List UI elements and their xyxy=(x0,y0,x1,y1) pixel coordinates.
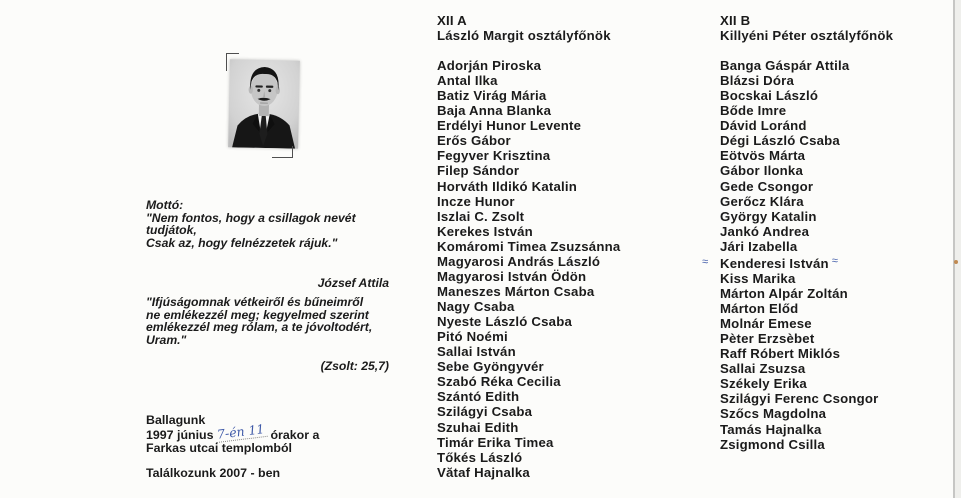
student-name: Raff Róbert Miklós xyxy=(720,346,841,362)
student-name: Antal Ilka xyxy=(437,73,498,89)
student-name: Szuhai Edith xyxy=(437,419,519,435)
student-name: Szilágyi Ferenc Csongor xyxy=(720,391,879,407)
motto-block xyxy=(146,199,389,249)
student-name: Komáromi Timea Zsuzsánna xyxy=(437,238,621,254)
class-a-column xyxy=(437,13,620,480)
event-line-location: Farkas utcai templomból xyxy=(146,441,292,456)
student-name: Iszlai C. Zsolt xyxy=(437,208,525,224)
student-name: Szőcs Magdolna xyxy=(720,406,827,422)
student-name: Kerekes István xyxy=(437,223,533,239)
student-name: Gede Csongor xyxy=(720,178,814,194)
psalm-line: Uram." xyxy=(146,333,187,348)
student-name: Molnár Emese xyxy=(720,316,812,332)
student-name: György Katalin xyxy=(720,208,817,224)
motto-label: Mottó: xyxy=(146,198,184,212)
class-a-title: XII A xyxy=(437,13,467,28)
student-name: Nyeste László Csaba xyxy=(437,314,572,330)
motto-line: Csak az, hogy felnézzetek rájuk." xyxy=(146,235,338,250)
student-name: Maneszes Márton Csaba xyxy=(437,283,595,299)
student-name: Adorján Piroska xyxy=(437,58,542,73)
portrait-photo-image xyxy=(228,59,300,148)
student-name: Fegyver Krisztina xyxy=(437,148,551,164)
photo-corner-mark-bottom-right xyxy=(272,146,293,158)
class-b-teacher: Killyéni Péter osztályfőnök xyxy=(720,28,894,43)
student-name: Szabó Réka Cecilia xyxy=(437,374,561,390)
student-name: Dávid Loránd xyxy=(720,118,807,134)
event-date-prefix: 1997 június xyxy=(146,427,214,442)
student-name: Erős Gábor xyxy=(437,133,511,149)
student-name: Magyarosi István Ödön xyxy=(437,268,587,284)
motto-author: József Attila xyxy=(317,276,389,290)
event-date-suffix: órakor a xyxy=(267,427,320,442)
student-name: Sebe Gyöngyvér xyxy=(437,359,544,375)
student-name: Banga Gáspár Attila xyxy=(720,58,850,73)
psalm-quote-block xyxy=(146,296,396,347)
class-a-student-list xyxy=(437,58,620,480)
student-name: Székely Erika xyxy=(720,376,807,392)
student-name: Bőde Imre xyxy=(720,103,787,119)
psalm-reference: (Zsolt: 25,7) xyxy=(320,359,389,373)
student-name: Incze Hunor xyxy=(437,193,515,209)
student-name: Bocskai László xyxy=(720,88,819,104)
student-name: Magyarosi András László xyxy=(437,253,601,269)
handwritten-squiggle-icon: ≈ xyxy=(831,254,838,267)
scan-margin xyxy=(955,0,961,498)
student-name: Márton Alpár Zoltán xyxy=(720,285,848,301)
student-name: Vătaf Hajnalka xyxy=(437,464,530,480)
event-line-ballagunk: Ballagunk xyxy=(146,413,206,427)
student-name: Szilágyi Csaba xyxy=(437,404,533,420)
psalm-line: "Ifjúságomnak vétkeiről és bűneimről xyxy=(146,295,364,309)
psalm-line: emlékezzél meg rólam, a te jóvoltodért, xyxy=(146,320,373,335)
student-name: Zsigmond Csilla xyxy=(720,436,825,452)
student-name: Filep Sándor xyxy=(437,163,520,179)
student-name xyxy=(702,254,893,271)
student-name-text: Kenderesi István xyxy=(720,255,829,271)
student-name: Timár Erika Timea xyxy=(437,434,554,450)
student-name: Tőkés László xyxy=(437,449,523,465)
student-name: Jári Izabella xyxy=(720,238,798,254)
student-name: Gerőcz Klára xyxy=(720,193,804,209)
student-name: Erdélyi Hunor Levente xyxy=(437,118,582,134)
student-name: Szántó Edith xyxy=(437,389,520,405)
event-info-block xyxy=(146,414,416,456)
handwritten-time: 7-én 11 xyxy=(214,422,267,443)
student-name: Horváth Ildikó Katalin xyxy=(437,178,577,194)
reunion-line: Találkozunk 2007 - ben xyxy=(146,466,281,480)
class-b-column xyxy=(702,13,894,452)
student-name: Kiss Marika xyxy=(720,270,796,286)
page-edge-line xyxy=(953,0,955,498)
handwritten-squiggle-icon: ≈ xyxy=(702,255,709,268)
portrait-photo-area xyxy=(226,53,304,159)
student-name: Márton Előd xyxy=(720,301,799,316)
psalm-line: ne emlékezzél meg; kegyelmed szerint xyxy=(146,307,369,322)
class-a-teacher: László Margit osztályfőnök xyxy=(437,28,611,43)
student-name: Eötvös Márta xyxy=(720,148,806,164)
student-name: Sallai Zsuzsa xyxy=(720,361,806,377)
student-name: Tamás Hajnalka xyxy=(720,421,822,437)
student-name: Pitó Noémi xyxy=(437,329,508,345)
student-name: Nagy Csaba xyxy=(437,299,515,314)
student-name: Sallai István xyxy=(437,344,516,360)
student-name: Dégi László Csaba xyxy=(720,133,840,149)
class-b-student-list xyxy=(702,58,893,452)
class-b-title: XII B xyxy=(720,13,751,28)
motto-line: "Nem fontos, hogy a csillagok nevét xyxy=(146,210,356,225)
student-name: Batiz Virág Mária xyxy=(437,88,547,104)
student-name: Baja Anna Blanka xyxy=(437,103,552,119)
student-name: Pèter Erzsèbet xyxy=(720,331,815,347)
student-name: Gábor Ilonka xyxy=(720,163,804,179)
motto-line: tudjátok, xyxy=(146,223,197,238)
portrait-photo xyxy=(228,59,300,148)
student-name: Jankó Andrea xyxy=(720,223,810,239)
scan-speck xyxy=(954,260,958,264)
student-name: Blázsi Dóra xyxy=(720,73,795,89)
